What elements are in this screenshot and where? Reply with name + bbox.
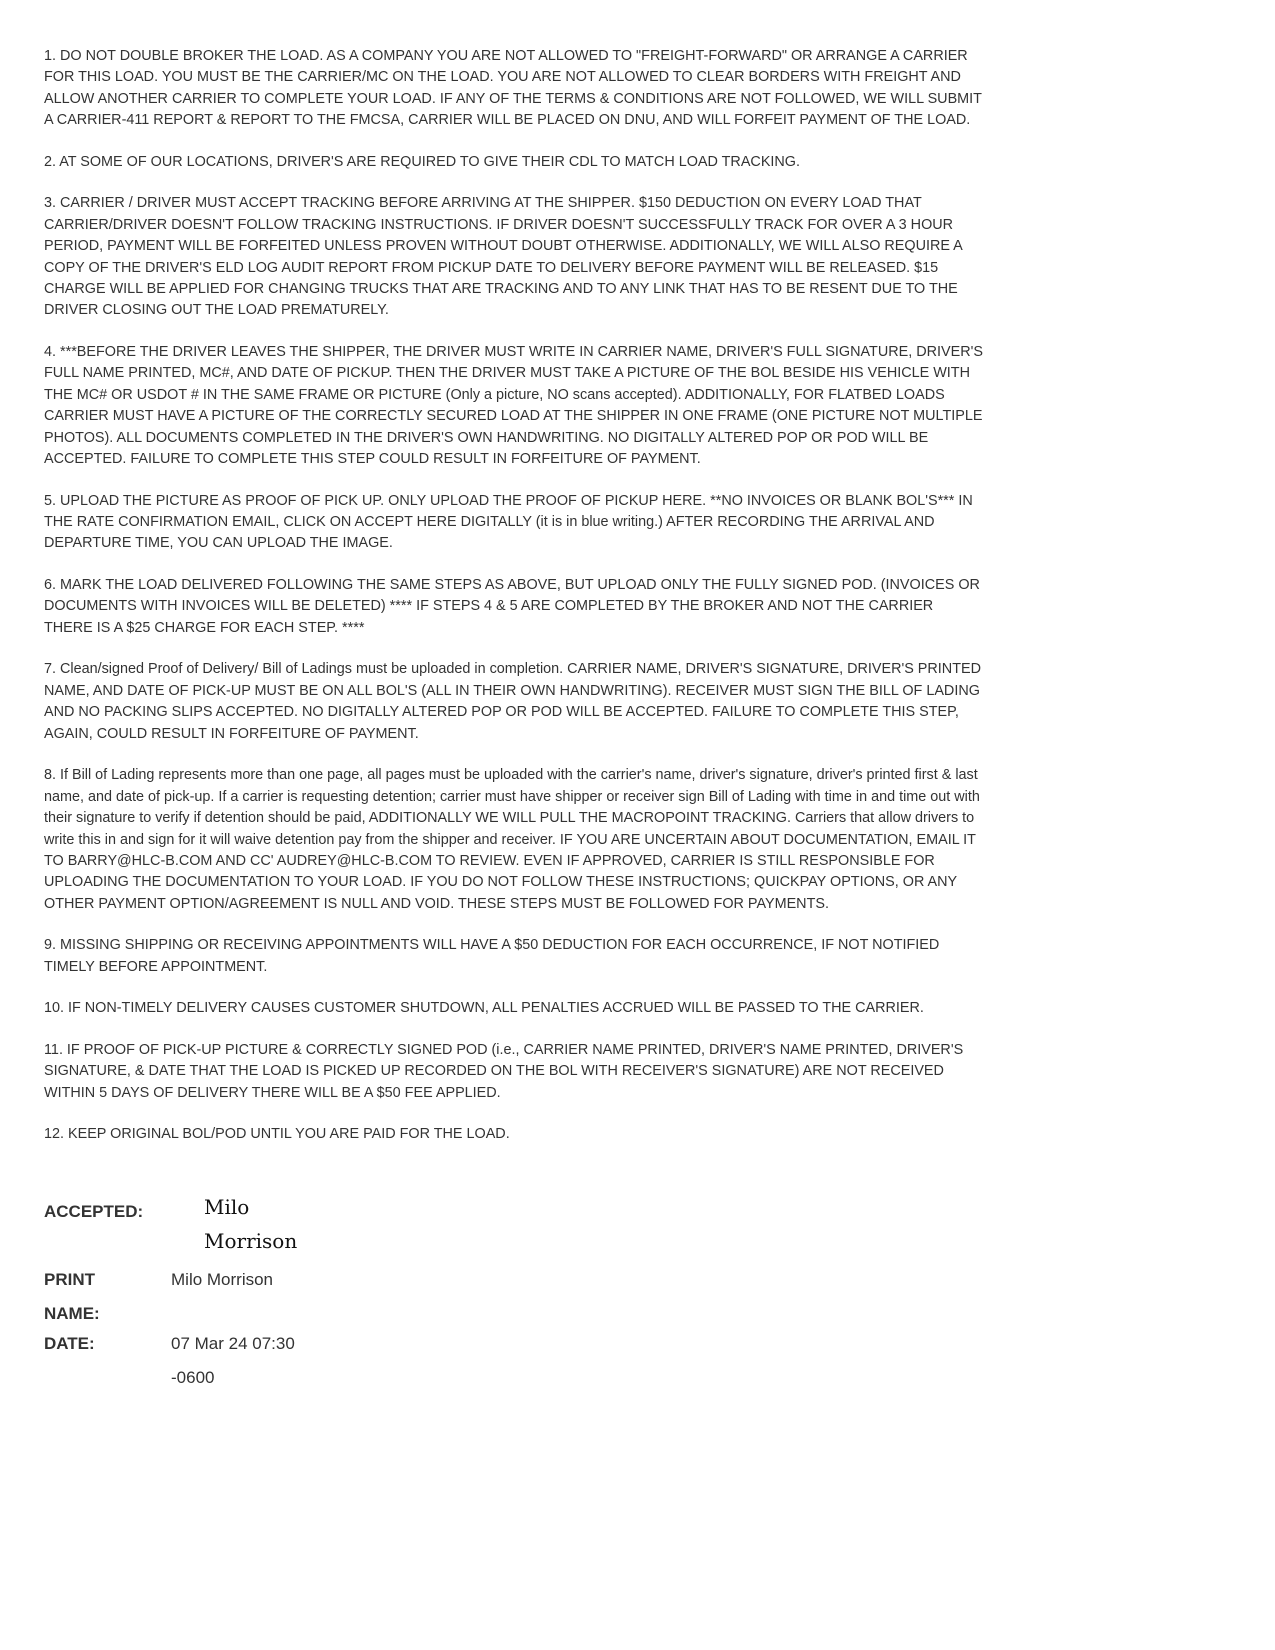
term-7: 7. Clean/signed Proof of Delivery/ Bill of Ladings must be uploaded in completion. CARRIER NAME, DRIVER'S SIGNATURE, DRIVER'S PRINTED NAME, AND DATE OF PICK-UP MUST BE ON ALL BOL'S (ALL IN THEIR OWN HANDWRITING). RECEIVER MUST SIGN THE BILL OF LADING AND NO PACKING SLIPS ACCEPTED. NO DIGITALLY ALTERED POP OR POD WILL BE ACCEPTED. FAILURE TO COMPLETE THIS STEP, AGAIN, COULD RESULT IN FORFEITURE OF PAYMENT. (44, 661, 981, 742)
signature: Milo Morrison (204, 1195, 298, 1253)
term-4: 4. ***BEFORE THE DRIVER LEAVES THE SHIPPER, THE DRIVER MUST WRITE IN CARRIER NAME, DRIVER'S FULL SIGNATURE, DRIVER'S FULL NAME PRINTED, MC#, AND DATE OF PICKUP. THEN THE DRIVER MUST TAKE A PICTURE OF THE BOL BESIDE HIS VEHICLE WITH THE MC# OR USDOT # IN THE SAME FRAME OR PICTURE (Only a picture, NO scans accepted). ADDITIONALLY, FOR FLATBED LOADS CARRIER MUST HAVE A PICTURE OF THE CORRECTLY SECURED LOAD AT THE SHIPPER IN ONE FRAME (ONE PICTURE NOT MULTIPLE PHOTOS). ALL DOCUMENTS COMPLETED IN THE DRIVER'S OWN HANDWRITING. NO DIGITALLY ALTERED POP OR POD WILL BE ACCEPTED. FAILURE TO COMPLETE THIS STEP COULD RESULT IN FORFEITURE OF PAYMENT. (44, 344, 983, 468)
term-9: 9. MISSING SHIPPING OR RECEIVING APPOINTMENTS WILL HAVE A $50 DEDUCTION FOR EACH OCCURRENCE, IF NOT NOTIFIED TIMELY BEFORE APPOINTMENT. (44, 937, 940, 975)
print-name-label: PRINT NAME: (44, 1270, 100, 1323)
term-8: 8. If Bill of Lading represents more than one page, all pages must be uploaded with the carrier's name, driver's signature, driver's printed first & last name, and date of pick-up. If a carrier is requesting detention; carrier must have shipper or receiver sign Bill of Lading with time in and time out with their signature to verify if detention should be paid, ADDITIONALLY WE WILL PULL THE MACROPOINT TRACKING. Carriers that allow drivers to write this in and sign for it will waive detention pay from the shipper and receiver. IF YOU ARE UNCERTAIN ABOUT DOCUMENTATION, EMAIL IT TO BARRY@HLC-B.COM AND CC' AUDREY@HLC-B.COM TO REVIEW. EVEN IF APPROVED, CARRIER IS STILL RESPONSIBLE FOR UPLOADING THE DOCUMENTATION TO YOUR LOAD. IF YOU DO NOT FOLLOW THESE INSTRUCTIONS; QUICKPAY OPTIONS, OR ANY OTHER PAYMENT OPTION/AGREEMENT IS NULL AND VOID. THESE STEPS MUST BE FOLLOWED FOR PAYMENTS. (44, 767, 980, 912)
term-6: 6. MARK THE LOAD DELIVERED FOLLOWING THE SAME STEPS AS ABOVE, BUT UPLOAD ONLY THE FULLY SIGNED POD. (INVOICES OR DOCUMENTS WITH INVOICES WILL BE DELETED) **** IF STEPS 4 & 5 ARE COMPLETED BY THE BROKER AND NOT THE CARRIER THERE IS A $25 CHARGE FOR EACH STEP. **** (44, 577, 980, 636)
term-2: 2. AT SOME OF OUR LOCATIONS, DRIVER'S ARE REQUIRED TO GIVE THEIR CDL TO MATCH LOAD TRACKING. (44, 153, 800, 170)
date-value: 07 Mar 24 07:30 -0600 (171, 1334, 295, 1387)
term-12: 12. KEEP ORIGINAL BOL/POD UNTIL YOU ARE PAID FOR THE LOAD. (44, 1126, 510, 1143)
term-11: 11. IF PROOF OF PICK-UP PICTURE & CORRECTLY SIGNED POD (i.e., CARRIER NAME PRINTED, DRIVER'S NAME PRINTED, DRIVER'S SIGNATURE, & DATE THAT THE LOAD IS PICKED UP RECORDED ON THE BOL WITH RECEIVER'S SIGNATURE) ARE NOT RECEIVED WITHIN 5 DAYS OF DELIVERY THERE WILL BE A $50 FEE APPLIED. (44, 1041, 964, 1101)
terms-list (44, 46, 1036, 1166)
term-5: 5. UPLOAD THE PICTURE AS PROOF OF PICK UP. ONLY UPLOAD THE PROOF OF PICKUP HERE. **NO INVOICES OR BLANK BOL'S*** IN THE RATE CONFIRMATION EMAIL, CLICK ON ACCEPT HERE DIGITALLY (it is in blue writing.) AFTER RECORDING THE ARRIVAL AND DEPARTURE TIME, YOU CAN UPLOAD THE IMAGE. (44, 492, 973, 552)
print-name-value: Milo Morrison (171, 1270, 274, 1289)
accepted-label: ACCEPTED: (44, 1202, 144, 1221)
date-label: DATE: (44, 1334, 95, 1353)
term-1: 1. DO NOT DOUBLE BROKER THE LOAD. AS A COMPANY YOU ARE NOT ALLOWED TO "FREIGHT-FORWARD" OR ARRANGE A CARRIER FOR THIS LOAD. YOU MUST BE THE CARRIER/MC ON THE LOAD. YOU ARE NOT ALLOWED TO CLEAR BORDERS WITH FREIGHT AND ALLOW ANOTHER CARRIER TO COMPLETE YOUR LOAD. IF ANY OF THE TERMS & CONDITIONS ARE NOT FOLLOWED, WE WILL SUBMIT A CARRIER-411 REPORT & REPORT TO THE FMCSA, CARRIER WILL BE PLACED ON DNU, AND WILL FORFEIT PAYMENT OF THE LOAD. (44, 48, 982, 129)
term-3: 3. CARRIER / DRIVER MUST ACCEPT TRACKING BEFORE ARRIVING AT THE SHIPPER. $150 DEDUCTION ON EVERY LOAD THAT CARRIER/DRIVER DOESN'T FOLLOW TRACKING INSTRUCTIONS. IF DRIVER DOESN'T SUCCESSFULLY TRACK FOR OVER A 3 HOUR PERIOD, PAYMENT WILL BE FORFEITED UNLESS PROVEN WITHOUT DOUBT OTHERWISE. ADDITIONALLY, WE WILL ALSO REQUIRE A COPY OF THE DRIVER'S ELD LOG AUDIT REPORT FROM PICKUP DATE TO DELIVERY BEFORE PAYMENT WILL BE RELEASED. $15 CHARGE WILL BE APPLIED FOR CHANGING TRUCKS THAT ARE TRACKING AND TO ANY LINK THAT HAS TO BE RESENT DUE TO THE DRIVER CLOSING OUT THE LOAD PREMATURELY. (44, 195, 963, 319)
term-10: 10. IF NON-TIMELY DELIVERY CAUSES CUSTOMER SHUTDOWN, ALL PENALTIES ACCRUED WILL BE PASSED TO THE CARRIER. (44, 1000, 924, 1017)
